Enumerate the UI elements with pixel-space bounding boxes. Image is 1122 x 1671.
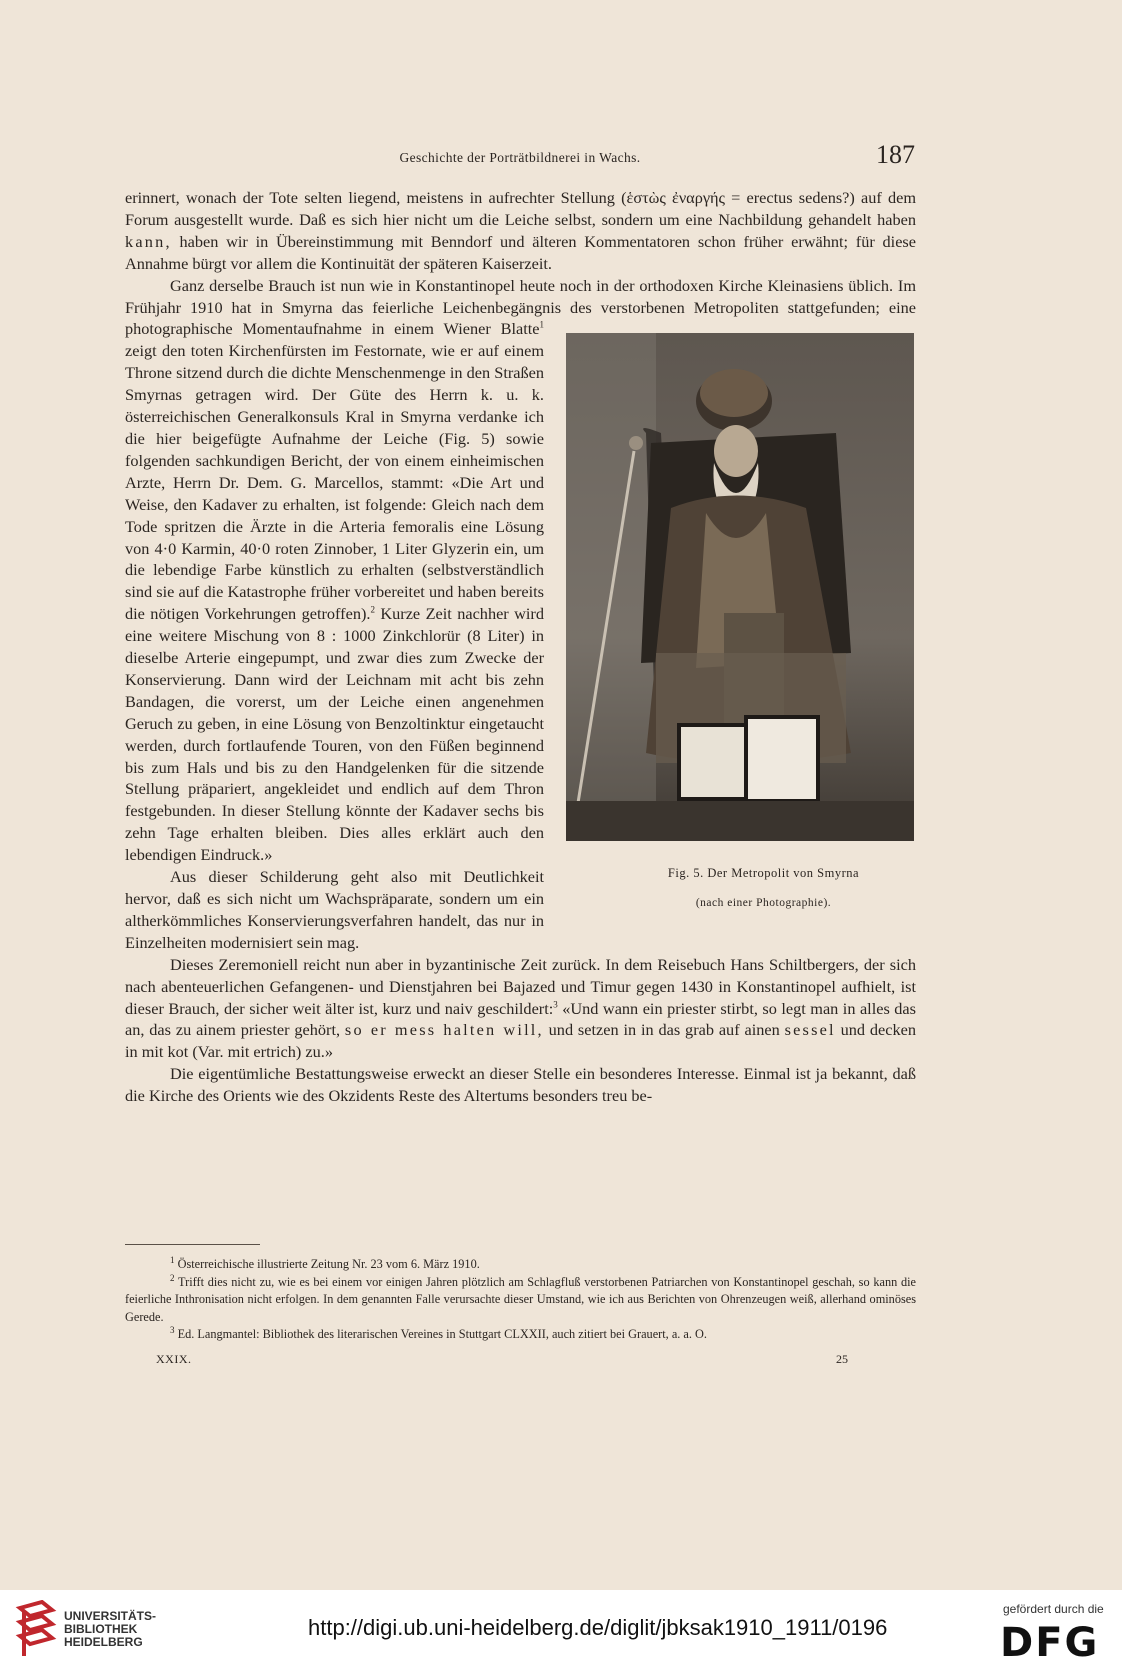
photo-illustration — [566, 333, 914, 841]
emphasis: so er mess halten will, — [344, 1020, 544, 1040]
emphasis: sessel — [784, 1020, 836, 1040]
library-name: UNIVERSITÄTS- BIBLIOTHEK HEIDELBERG — [64, 1609, 157, 1649]
running-title: Geschichte der Porträtbildnerei in Wachs. — [399, 150, 641, 165]
figure — [566, 333, 916, 915]
footnote-divider — [125, 1244, 260, 1245]
footnote: $^3$ Ed. Langmantel: Bibliothek des literarischen Vereines in Stuttgart CLXXII, auch zitiert bei Grauert, a. a. O. — [170, 1324, 707, 1341]
figure-caption: Fig. 5. Der Metropolit von Smyrna — [667, 866, 860, 881]
page-number: 187 — [876, 140, 915, 169]
footnote: $^1$ Österreichische illustrierte Zeitung Nr. 23 vom 6. März 1910. — [170, 1254, 480, 1271]
paragraph: Ganz derselbe Brauch ist nun wie in Konstantinopel heute noch in der orthodoxen Kirche Kleinasiens üblich. Im Frühjahr 1910 hat in Smyrna das feierliche Leichenbegängnis des verstorbenen Metropoliten stattgefunden; eine photographische Momentaufnahme in einem Wiener Blatte$^1$ Fig. 5. Der Metropolit von Smyrna (nach einer Photographie). zeigt den toten Kirchenfürsten im Festornate, wie er auf einem Throne sitzend durch die dichte Menschenmenge in den Straßen Smyrnas getragen wird. Der Güte des Herrn k. u. k. österreichischen Generalkonsuls Kral in Smyrna verdanke ich die hier beigefügte Aufnahme der Leiche (Fig. 5) sowie folgenden sachkundigen Bericht, der von einem einheimischen Arzte, Herrn Dr. Dem. G. Marcellos, stammt: «Die Art und Weise, den Kadaver zu erhalten, ist folgende: Gleich nach dem Tode spritzen die Ärzte in die Arteria femoralis eine Lösung von 4·0 Karmin, 40·0 roten Zinnober, 1 Liter Glyzerin ein, um die lebendige Farbe künstlich zu erhalten (selbstverständlich sind sie auf die Katastrophe früher vorbereitet und haben bereits die nötigen Vorkehrungen getroffen).$^2$ Kurze Zeit nachher wird eine weitere Mischung von 8 : 1000 Zinkchlorür (8 Liter) in dieselbe Arterie eingepumpt, und zwar dies zum Zwecke der Konservierung. Dann wird der Leichnam mit acht bis zehn Bandagen, die vorerst, um der Leiche einen angenehmen Geruch zu geben, in eine Lösung von Benzoltinktur eingetaucht werden, durch fortlaufende Touren, von den Füßen beginnend bis zum Hals und bis zu den Handgelenken für die sitzende Stellung präpariert, angekleidet und endlich auf dem Thron festgebunden. In dieser Stellung könnte der Kadaver sechs bis zehn Tage erhalten bleiben. Dies alles erklärt auch den lebendigen Eindruck.» — [125, 275, 916, 866]
photograph-metropolit — [566, 333, 914, 841]
viewer-footer — [0, 1590, 1122, 1671]
body-text — [125, 187, 916, 1107]
paragraph: erinnert, wonach der Tote selten liegend, meistens in aufrechter Stellung (ἑστὼς ἐναργής = erectus sedens?) auf dem Forum ausgestellt wurde. Daß es sich hier nicht um die Leiche selbst, sondern um eine Nachbildung gehandelt haben kann, haben wir in Übereinstimmung mit Benndorf und älteren Kommentatoren schon früher erwähnt; für diese Annahme bürgt vor allem die Kontinuität der späteren Kaiserzeit. — [125, 188, 916, 273]
paragraph: Dieses Zeremoniell reicht nun aber in byzantinische Zeit zurück. In dem Reisebuch Hans Schiltbergers, der sich nach abenteuerlichen Gefangenen- und Dienstjahren bei Bajazed und Timur gegen 1430 in Konstantinopel aufhielt, ist dieser Brauch, der sicher weit älter ist, kurz und naiv geschildert:$^3$ «Und wann ein priester stirbt, so legt man in alles das an, das zu ainem priester gehört, so er mess halten will, und setzen in in das grab auf ainen sessel und decken in mit kot (Var. mit ertrich) zu.» — [125, 954, 917, 1062]
funder-label: gefördert durch die — [1003, 1602, 1104, 1616]
paragraph: Aus dieser Schilderung geht also mit Deutlichkeit hervor, daß es sich nicht um Wachspräparate, sondern um ein altherkömmliches Konservierungsverfahren handelt, das nur in Einzelheiten modernisiert sein mag. — [125, 867, 544, 952]
figure-subcaption: (nach einer Photographie). — [695, 897, 832, 910]
dfg-logo: DFG — [1000, 1620, 1100, 1666]
sheet-signature: XXIX. — [156, 1352, 192, 1366]
sheet-number: 25 — [836, 1352, 848, 1366]
permalink-url[interactable]: http://digi.ub.uni-heidelberg.de/diglit/jbksak1910_1911/0196 — [308, 1615, 888, 1640]
library-logo-icon[interactable] — [14, 1600, 58, 1665]
footnote-ref[interactable]: 1 — [539, 320, 544, 331]
emphasis: kann, — [125, 231, 172, 251]
footnote: $^2$ Trifft dies nicht zu, wie es bei einem vor einigen Jahren plötzlich am Schlagfluß verstorbenen Patriarchen von Konstantinopel geschah, so kann die feierliche Inthronisation nicht erfolgen. In dem genannten Falle verursachte dieser Umstand, wie ich aus Berichten von Ohrenzeugen weiß, allerhand ominöses Gerede. — [125, 1272, 916, 1324]
page-header — [125, 140, 915, 174]
footnote-ref[interactable]: 3 — [553, 999, 558, 1010]
footnotes — [125, 1256, 916, 1344]
footnote-ref[interactable]: 2 — [370, 604, 375, 615]
paragraph: Die eigentümliche Bestattungsweise erweckt an dieser Stelle ein besonderes Interesse. Einmal ist ja bekannt, daß die Kirche des Orients wie des Okzidents Reste des Altertums besonders treu be- — [125, 1064, 916, 1106]
